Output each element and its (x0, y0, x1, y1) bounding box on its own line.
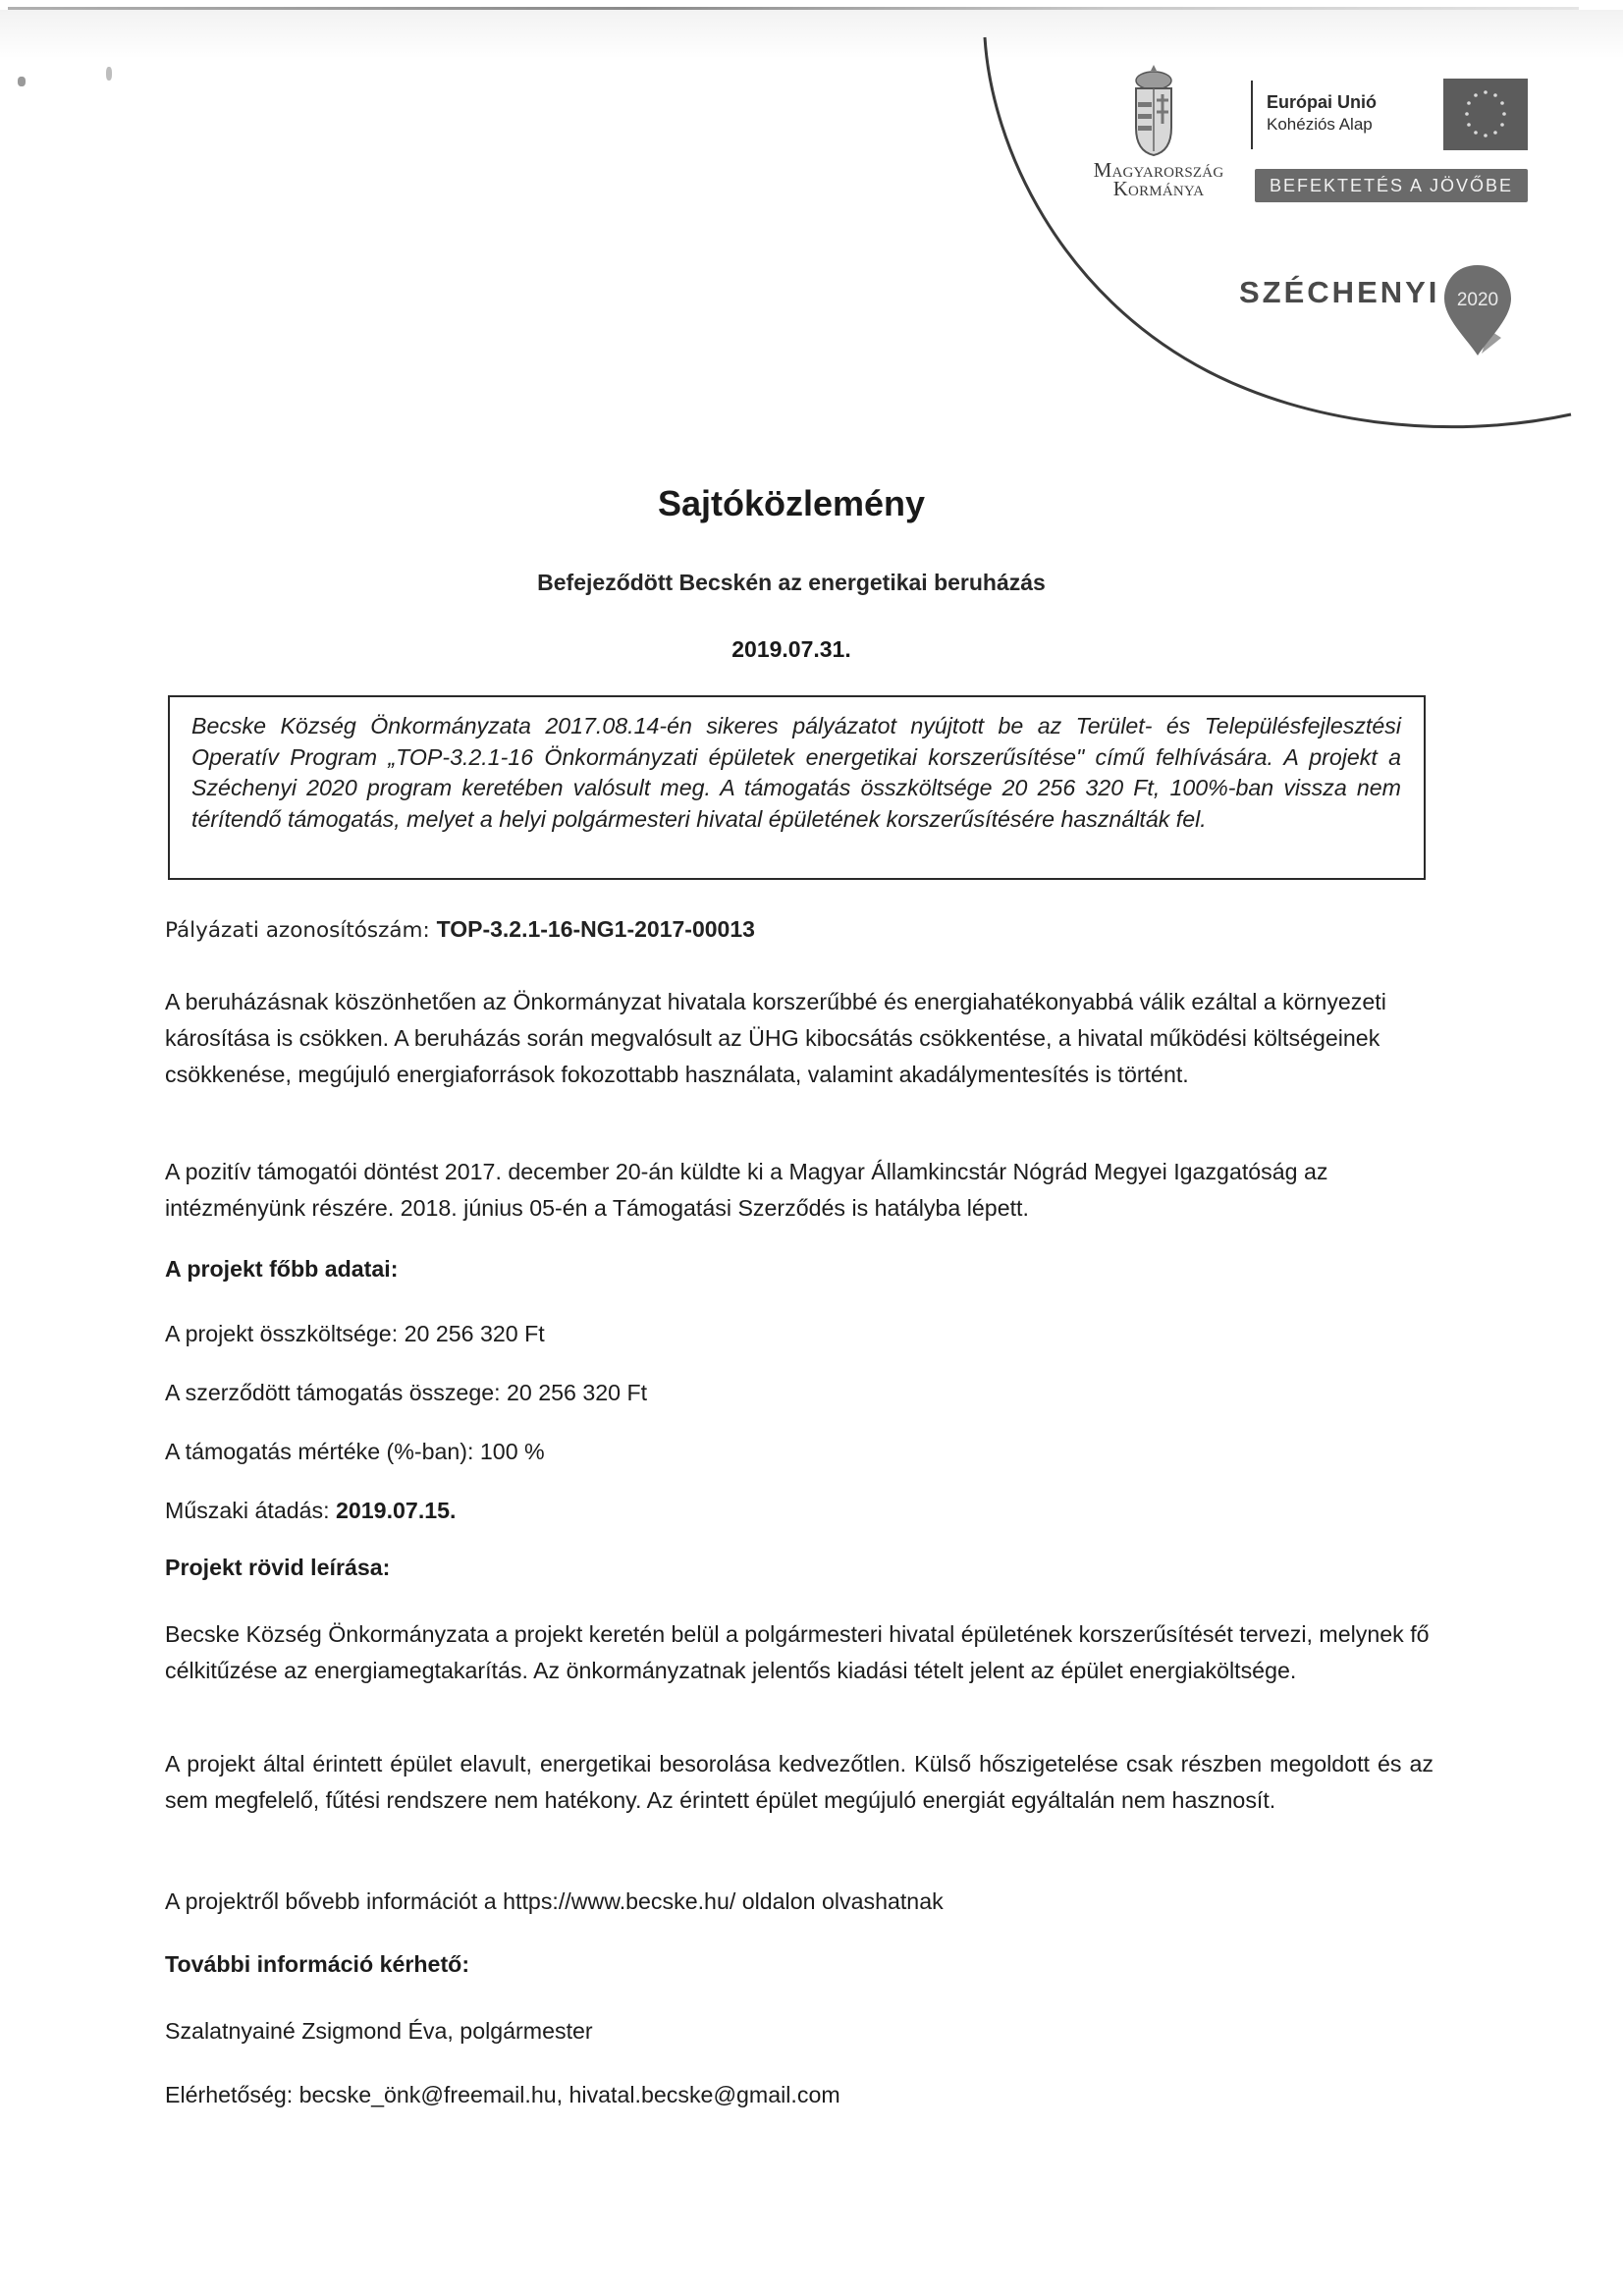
hungarian-government-logo (1070, 59, 1247, 216)
key-data-heading-text: A projekt főbb adatai: (165, 1256, 399, 1282)
eu-fund-label (1267, 90, 1377, 136)
scan-shadow (0, 10, 1623, 59)
key-data-label: A szerződött támogatás összege: (165, 1380, 508, 1405)
more-info-suffix: oldalon olvashatnak (735, 1888, 944, 1914)
key-data-label: A projekt összköltsége: (165, 1321, 405, 1346)
gov-name-line-1: Magyarország (1093, 158, 1224, 182)
paragraph-decision (165, 1154, 1441, 1227)
summary-text: Becske Község Önkormányzata 2017.08.14-én sikeres pályázatot nyújtott be az Terület- és Településfejlesztési Operatív Program „TOP-3.2.1-16 Önkormányzati épületek energetikai korszerűsítése" című felhívására. A projekt a Széchenyi 2020 program keretében valósult meg. A támogatás összköltsége 20 256 320 Ft, 100%-ban vissza nem térítendő támogatás, melyet a helyi polgármesteri hivatal épületének korszerűsítésére használták fel. (191, 713, 1401, 832)
key-data-heading (165, 1251, 1441, 1287)
contact-line (165, 2077, 1441, 2113)
paragraph-3-text: Becske Község Önkormányzata a projekt keretén belül a polgármesteri hivatal épületének korszerűsítését tervezi, melynek fő célkitűzése az energiamegtakarítás. Az önkormányzatnak jelentős kiadási tételt jelent az épület energiaköltsége. (165, 1621, 1430, 1683)
project-id-line (165, 911, 1441, 949)
paragraph-building-state (165, 1746, 1434, 1819)
paragraph-4-text: A projekt által érintett épület elavult, energetikai besorolása kedvezőtlen. Külső hőszigetelése csak részben megoldott és az sem megfelelő, fűtési rendszere nem hatékony. Az érintett épület megújuló energiát egyáltalán nem hasznosít. (165, 1751, 1434, 1813)
contact-emails[interactable]: becske_önk@freemail.hu, hivatal.becske@gmail.com (298, 2082, 840, 2107)
handover-label: Műszaki átadás: (165, 1498, 336, 1523)
project-id-value: TOP-3.2.1-16-NG1-2017-00013 (436, 916, 755, 942)
paragraph-plan (165, 1616, 1432, 1689)
key-data-value: 20 256 320 Ft (507, 1380, 648, 1405)
paragraph-2-text: A pozitív támogatói döntést 2017. december 20-án küldte ki a Magyar Államkincstár Nógrád Megyei Igazgatóság az intézményünk részére. 2018. június 05-én a Támogatási Szerződés is hatályba lépett. (165, 1159, 1328, 1221)
coat-of-arms-icon (1131, 63, 1176, 157)
contact-label: Elérhetőség: (165, 2082, 299, 2107)
project-id-label: Pályázati azonosítószám: (165, 918, 437, 943)
key-data-item (165, 1434, 1441, 1470)
more-info-line (165, 1884, 1441, 1920)
document-date: 2019.07.31. (731, 636, 851, 662)
eu-flag-icon (1443, 79, 1528, 150)
government-name (1070, 158, 1247, 200)
key-data-item (165, 1375, 1441, 1411)
summary-box (168, 695, 1426, 880)
short-description-heading-text: Projekt rövid leírása: (165, 1555, 391, 1580)
key-data-value: 100 % (479, 1439, 545, 1464)
contact-heading (165, 1946, 1441, 1983)
gov-name-line-2: Kormánya (1112, 177, 1205, 200)
document-subtitle: Befejeződött Becskén az energetikai beruházás (537, 570, 1046, 595)
contact-person (165, 2013, 1441, 2050)
paragraph-1-text: A beruházásnak köszönhetően az Önkormányzat hivatala korszerűbbé és energiahatékonyabbá válik ezáltal a környezeti károsítása is csökken. A beruházás során megvalósult az ÜHG kibocsátás csökkentése, a hivatal működési költségeinek csökkenése, megújuló energiaforrások fokozottabb használata, valamint akadálymentesítés is történt. (165, 989, 1386, 1087)
contact-person-text: Szalatnyainé Zsigmond Éva, polgármester (165, 2018, 593, 2044)
key-data-value: 20 256 320 Ft (404, 1321, 545, 1346)
scan-speck (106, 67, 112, 81)
scan-speck (18, 77, 26, 86)
paragraph-benefits (165, 984, 1432, 1093)
invest-slogan-banner: BEFEKTETÉS A JÖVŐBE (1255, 169, 1528, 202)
key-data-label: A támogatás mértéke (%-ban): (165, 1439, 480, 1464)
website-link[interactable]: https://www.becske.hu/ (503, 1888, 736, 1914)
eu-fund-name: Kohéziós Alap (1267, 115, 1373, 134)
logo-divider (1251, 81, 1253, 149)
more-info-prefix: A projektről bővebb információt a (165, 1888, 504, 1914)
document-title: Sajtóközlemény (657, 483, 926, 523)
handover-date: 2019.07.15. (336, 1498, 457, 1523)
contact-heading-text: További információ kérhető: (165, 1951, 470, 1977)
handover-line (165, 1493, 1441, 1529)
header-curve-decoration (0, 0, 1623, 452)
svg-text:2020: 2020 (1456, 290, 1499, 310)
scan-edge-line (8, 7, 1579, 10)
szechenyi-2020-pin-icon (1438, 261, 1517, 359)
short-description-heading (165, 1550, 1441, 1586)
szechenyi-program-name: SZÉCHENYI (1239, 275, 1440, 309)
key-data-item (165, 1316, 1441, 1352)
eu-title: Európai Unió (1267, 92, 1377, 112)
